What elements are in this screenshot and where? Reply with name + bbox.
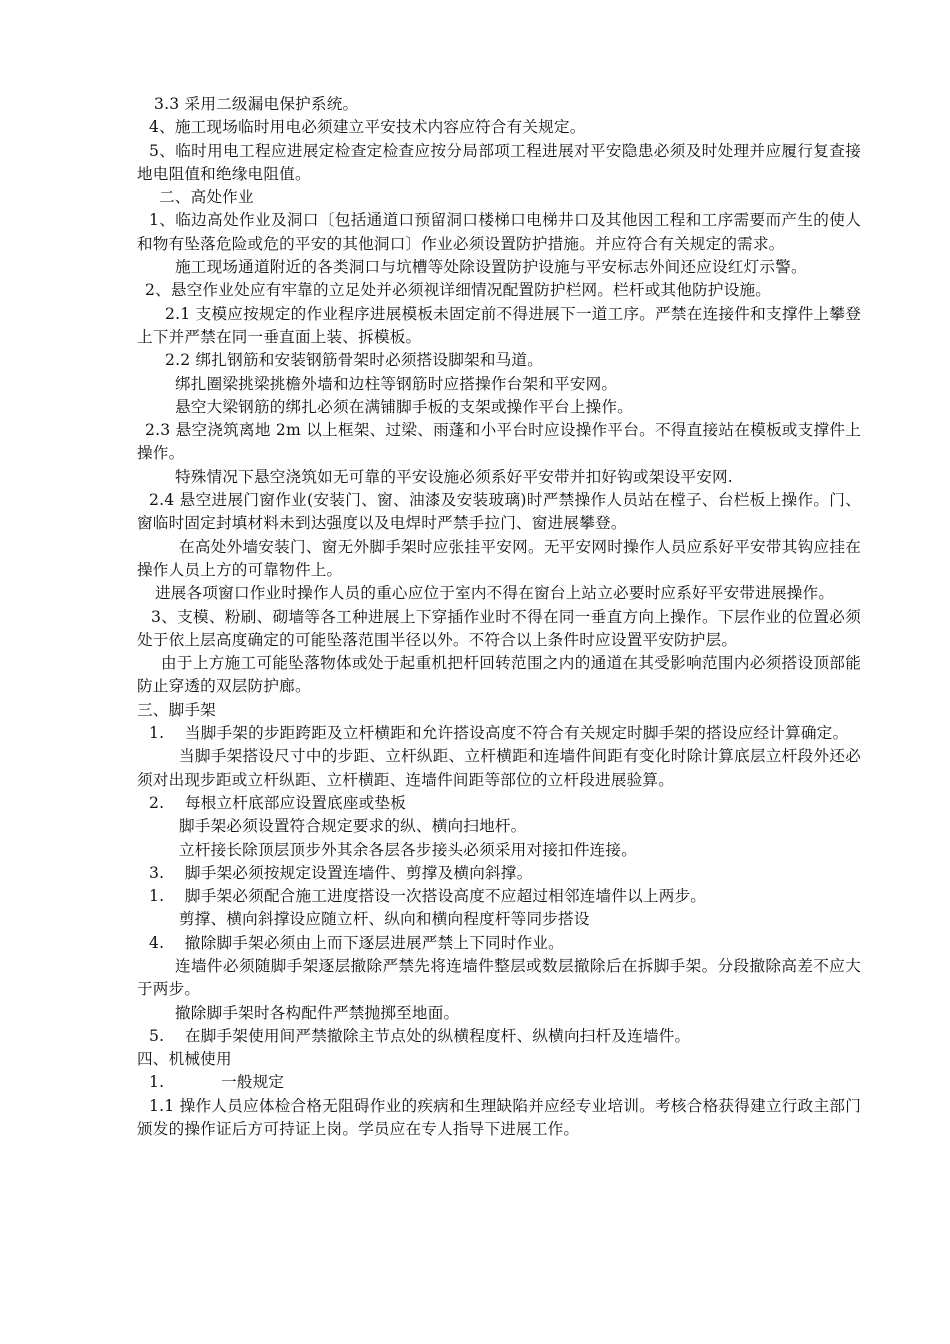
paragraph: 1.1 操作人员应体检合格无阻碍作业的疾病和生理缺陷并应经专业培训。考核合格获得建立行政主部门颁发的操作证后方可持证上岗。学员应在专人指导下进展工作。 [137,1096,861,1139]
paragraph: 3.3 采用二级漏电保护系统。 [154,95,359,113]
paragraph: 二、高处作业 [159,188,254,207]
paragraph: 三、脚手架 [137,700,216,719]
paragraph: 2.1 支模应按规定的作业程序进展模板未固定前不得进展下一道工序。严禁在连接件和支撑件上攀登上下并严禁在同一垂直面上装、拆模板。 [137,304,861,346]
paragraph: 立杆接长除顶层顶步外其余各层各步接头必须采用对接扣件连接。 [179,840,638,859]
paragraph: 在高处外墙安装门、窗无外脚手架时应张挂平安网。无平安网时操作人员应系好平安带其钩应挂在操作人员上方的可靠物件上。 [137,537,861,579]
paragraph: 1. 一般规定 [149,1073,285,1092]
paragraph: 1. 当脚手架的步距跨距及立杆横距和允许搭设高度不符合有关规定时脚手架的搭设应经计算确定。 [149,724,849,743]
paragraph: 1. 脚手架必须配合施工进度搭设一次搭设高度不应超过相邻连墙件以上两步。 [149,887,707,906]
paragraph: 绑扎圈梁挑梁挑檐外墙和边柱等钢筋时应搭操作台架和平安网。 [175,374,618,393]
paragraph: 3. 脚手架必须按规定设置连墙件、剪撑及横向斜撑。 [149,863,533,882]
paragraph: 2、悬空作业处应有牢靠的立足处并必须视详细情况配置防护栏网。栏杆或其他防护设施。 [145,281,772,300]
paragraph: 5、临时用电工程应进展定检查定检查应按分局部项工程进展对平安隐患必须及时处理并应履行复查接地电阻值和绝缘电阻值。 [137,141,861,183]
paragraph: 2.4 悬空进展门窗作业(安装门、窗、油漆及安装玻璃)时严禁操作人员站在樘子、台栏板上操作。门、窗临时固定封填材料未到达强度以及电焊时严禁手拉门、窗进展攀登。 [137,491,861,533]
paragraph: 2.3 悬空浇筑离地 2m 以上框架、过梁、雨蓬和小平台时应设操作平台。不得直接站在模板或支撑件上操作。 [137,421,861,463]
paragraph: 特殊情况下悬空浇筑如无可靠的平安设施必须系好平安带并扣好钩或架设平安网. [175,467,733,486]
paragraph: 1、临边高处作业及洞口〔包括通道口预留洞口楼梯口电梯井口及其他因工程和工序需要而产生的使人和物有坠落危险或危的平安的其他洞口〕作业必须设置防护措施。并应符合有关规定的需求。 [137,211,861,253]
paragraph: 进展各项窗口作业时操作人员的重心应位于室内不得在窗台上站立必要时应系好平安带进展操作。 [155,584,835,603]
paragraph: 施工现场通道附近的各类洞口与坑槽等处除设置防护设施与平安标志外间还应设红灯示警。 [175,258,807,277]
paragraph: 2. 每根立杆底部应设置底座或垫板 [149,793,407,812]
paragraph: 3、支模、粉刷、砌墙等各工种进展上下穿插作业时不得在同一垂直方向上操作。下层作业的位置必须处于依上层高度确定的可能坠落范围半径以外。不符合以上条件时应设置平安防护层。 [137,607,861,649]
paragraph: 5. 在脚手架使用间严禁撤除主节点处的纵横程度杆、纵横向扫杆及连墙件。 [149,1026,691,1045]
paragraph: 2.2 绑扎钢筋和安装钢筋骨架时必须搭设脚架和马道。 [165,351,544,370]
paragraph: 由于上方施工可能坠落物体或处于起重机把杆回转范围之内的通道在其受影响范围内必须搭设顶部能防止穿透的双层防护廊。 [137,654,861,696]
paragraph: 悬空大梁钢筋的绑扎必须在满铺脚手板的支架或操作平台上操作。 [175,397,634,416]
paragraph: 连墙件必须随脚手架逐层撤除严禁先将连墙件整层或数层撤除后在拆脚手架。分段撤除高差不应大于两步。 [137,956,861,999]
paragraph: 当脚手架搭设尺寸中的步距、立杆纵距、立杆横距和连墙件间距有变化时除计算底层立杆段外还必须对出现步距或立杆纵距、立杆横距、连墙件间距等部位的立杆段进展验算。 [137,747,861,789]
document-body [137,93,861,1141]
paragraph: 脚手架必须设置符合规定要求的纵、横向扫地杆。 [179,817,527,836]
paragraph: 撤除脚手架时各构配件严禁抛掷至地面。 [175,1003,460,1022]
paragraph: 4. 撤除脚手架必须由上而下逐层进展严禁上下同时作业。 [149,933,564,952]
paragraph: 4、施工现场临时用电必须建立平安技术内容应符合有关规定。 [149,118,586,137]
paragraph: 四、机械使用 [137,1050,232,1069]
paragraph: 剪撑、横向斜撑设应随立杆、纵向和横向程度杆等同步搭设 [179,910,590,929]
